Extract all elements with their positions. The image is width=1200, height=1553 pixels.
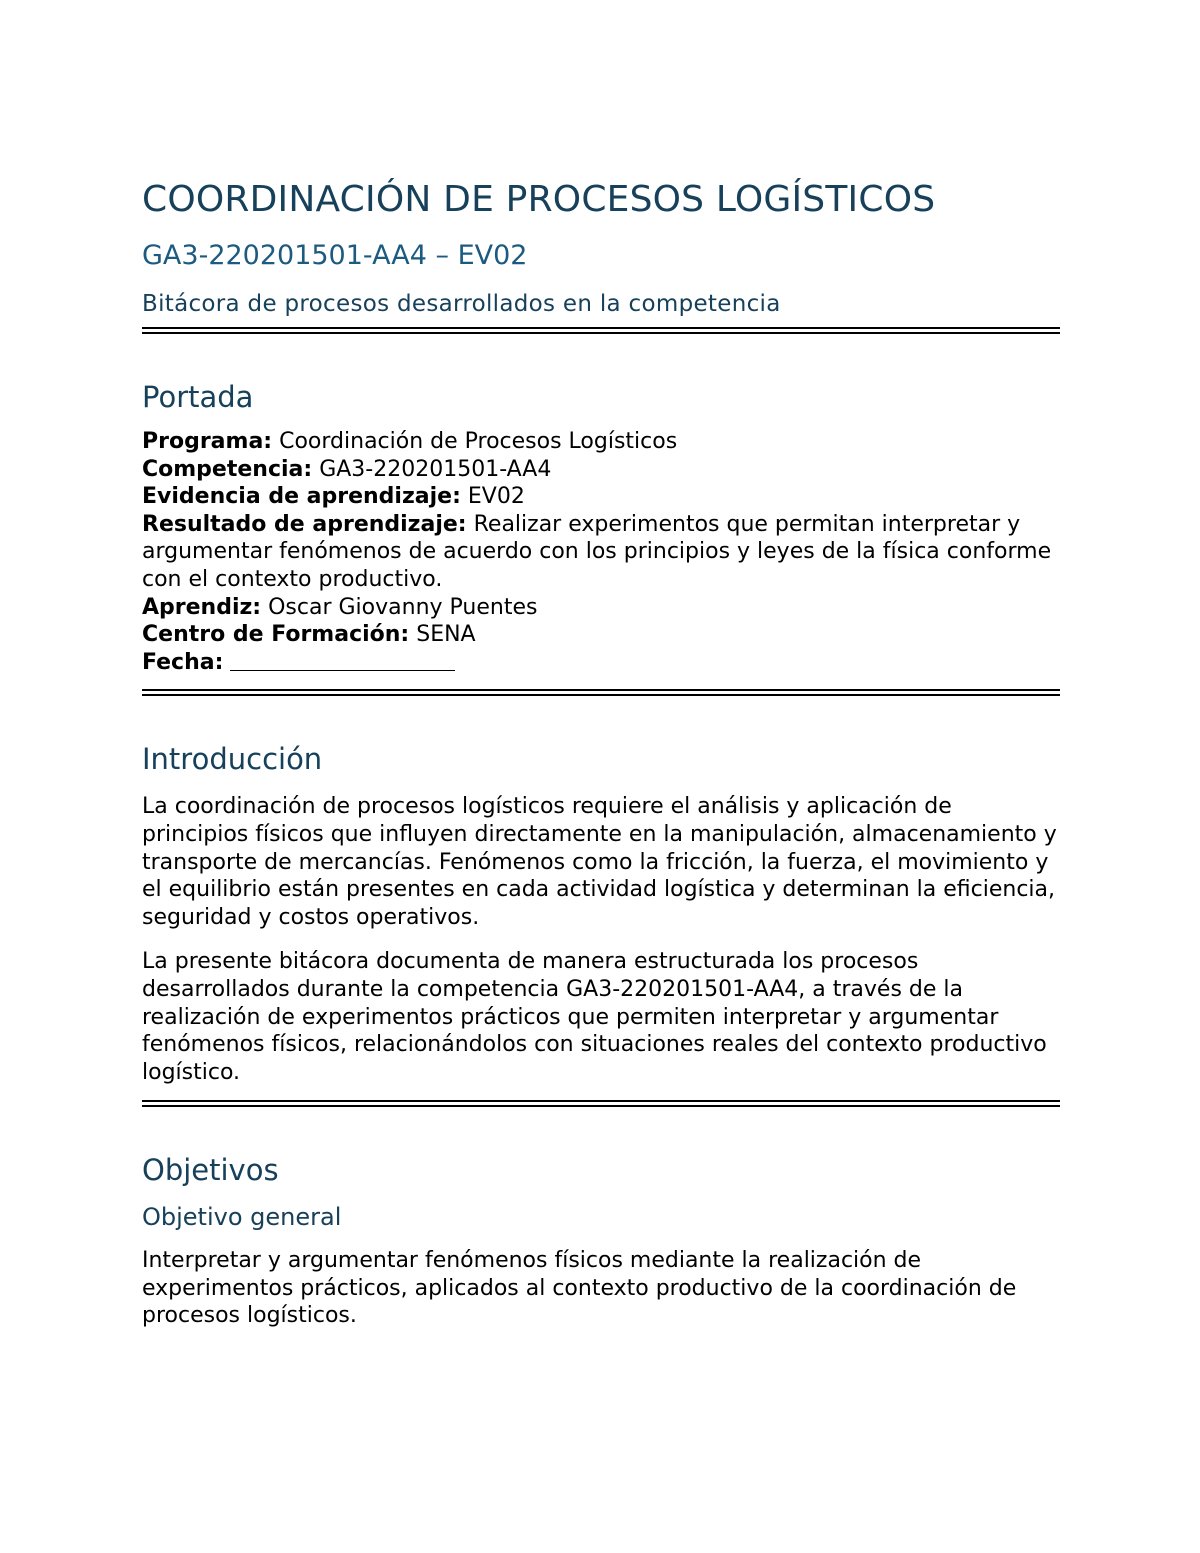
field-label: Programa: — [142, 429, 273, 454]
objetivo-general-heading: Objetivo general — [142, 1203, 342, 1232]
section-divider — [142, 1100, 1060, 1107]
field-label: Resultado de aprendizaje: — [142, 511, 467, 537]
field-programa — [142, 428, 1060, 456]
field-label: Competencia: — [142, 456, 313, 482]
field-evidencia — [142, 483, 1060, 511]
introduccion-paragraph: La presente bitácora documenta de manera estructurada los procesos desarrollados durante la competencia GA3-220201501-AA4, a través de la realización de experimentos prácticos que permiten interpretar y argumentar fenómenos físicos, relacionándolos con situaciones reales del contexto productivo logístico. — [142, 949, 1047, 1085]
document-code: GA3-220201501-AA4 – EV02 — [142, 240, 528, 271]
field-value: Coordinación de Procesos Logísticos — [279, 429, 678, 454]
document-subtitle: Bitácora de procesos desarrollados en la competencia — [142, 291, 781, 317]
portada-heading: Portada — [142, 380, 254, 414]
objetivos-heading: Objetivos — [142, 1153, 279, 1188]
field-label: Evidencia de aprendizaje: — [142, 484, 461, 510]
introduccion-heading: Introducción — [142, 742, 323, 777]
introduccion-paragraph: La coordinación de procesos logísticos requiere el análisis y aplicación de principios físicos que influyen directamente en la manipulación, almacenamiento y transporte de mercancías. Fenómenos como la fricción, la fuerza, el movimiento y el equilibrio están presentes en cada actividad logística y determinan la eficiencia, seguridad y costos operativos. — [142, 794, 1057, 930]
document-page — [142, 176, 1060, 1330]
section-divider — [142, 327, 1060, 334]
field-fecha — [142, 649, 1060, 677]
document-title: COORDINACIÓN DE PROCESOS LOGÍSTICOS — [142, 179, 936, 220]
field-resultado — [142, 511, 1060, 594]
field-competencia — [142, 456, 1060, 484]
field-value: GA3-220201501-AA4 — [319, 456, 552, 482]
fecha-blank-line — [230, 650, 455, 671]
field-value: Oscar Giovanny Puentes — [268, 594, 538, 620]
portada-info — [142, 428, 1060, 676]
field-label: Centro de Formación: — [142, 622, 410, 648]
field-aprendiz — [142, 594, 1060, 622]
section-divider — [142, 689, 1060, 696]
field-value: EV02 — [467, 484, 525, 510]
field-label: Aprendiz: — [142, 594, 262, 620]
field-value: Realizar experimentos que permitan interpretar y argumentar fenómenos de acuerdo con los principios y leyes de la física conforme con el contexto productivo. — [142, 511, 1052, 592]
field-centro — [142, 621, 1060, 649]
field-value: SENA — [416, 622, 476, 648]
field-label: Fecha: — [142, 649, 224, 675]
objetivo-general-text: Interpretar y argumentar fenómenos físicos mediante la realización de experimentos prácticos, aplicados al contexto productivo de la coordinación de procesos logísticos. — [142, 1248, 1017, 1329]
